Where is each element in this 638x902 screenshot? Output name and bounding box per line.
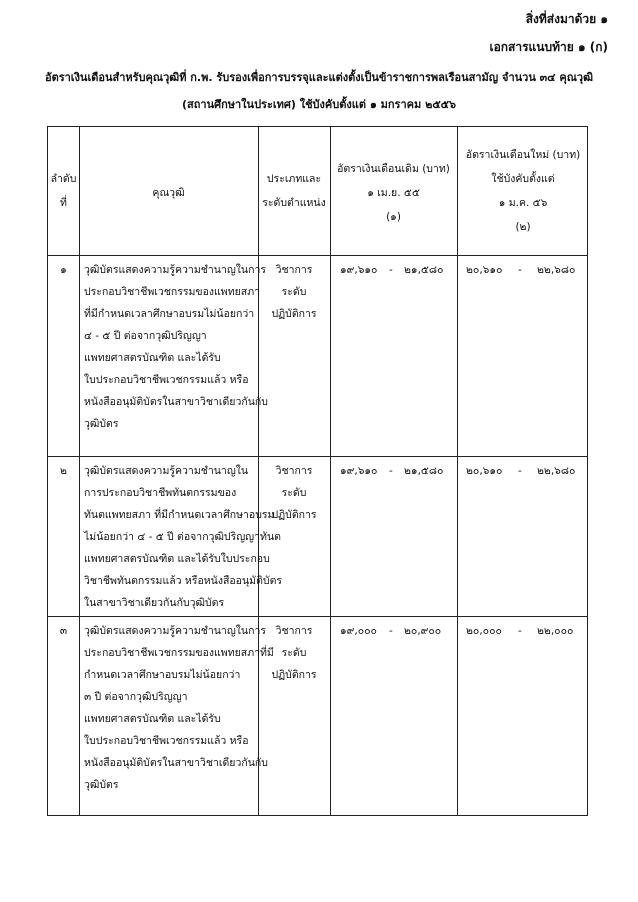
type-line: ปฏิบัติการ (271, 669, 317, 681)
row-3-type (258, 620, 330, 686)
row-3-old-min: ๑๙,๐๐๐ (340, 625, 377, 637)
row-divider (48, 616, 587, 617)
type-line: ปฏิบัติการ (271, 509, 317, 521)
row-3-old-max: ๒๐,๙๐๐ (404, 625, 442, 637)
header-no (48, 167, 79, 215)
qualification-line: ๓ ปี ต่อจากวุฒิปริญญา (84, 691, 188, 703)
type-line: ระดับ (281, 286, 307, 298)
qualification-line: ประกอบวิชาชีพเวชกรรมของแพทยสภาที่มี (84, 647, 274, 659)
qualification-line: วุฒิบัตรแสดงความรู้ความชำนาญในการ (84, 625, 266, 637)
document-reference: เอกสารแนบท้าย ๑ (ก) (489, 40, 608, 54)
header-new-rate-line: ใช้บังคับตั้งแต่ (491, 173, 555, 185)
header-new-rate (457, 143, 589, 239)
qualification-line: แพทยศาสตรบัณฑิต และได้รับ (84, 713, 221, 725)
header-new-rate-line: อัตราเงินเดือนใหม่ (บาท) (465, 149, 581, 161)
header-old-rate-line: ๑ เม.ย. ๕๕ (367, 187, 420, 199)
qualification-line: หนังสืออนุมัติบัตรในสาขาวิชาเดียวกันกับ (84, 396, 268, 408)
row-3-no: ๓ (59, 625, 68, 637)
row-2-new-dash: - (518, 465, 522, 477)
row-3-new-min: ๒๐,๐๐๐ (466, 625, 502, 637)
qualification-line: แพทยศาสตรบัณฑิต และได้รับ (84, 352, 221, 364)
row-1-old-dash: - (389, 264, 393, 276)
header-no-line: ลำดับ (50, 173, 77, 185)
header-new-rate-line: ๑ ม.ค. ๕๖ (498, 197, 548, 209)
row-2-no: ๒ (60, 465, 67, 477)
row-1-new-max: ๒๒,๖๘๐ (537, 264, 576, 276)
row-divider (48, 255, 587, 256)
row-1-old-min: ๑๙,๖๑๐ (340, 264, 378, 276)
type-line: ระดับ (281, 647, 307, 659)
header-type (258, 167, 330, 215)
attachment-label: สิ่งที่ส่งมาด้วย ๑ (525, 12, 608, 26)
type-line: วิชาการ (275, 465, 313, 477)
qualification-line: ใบประกอบวิชาชีพเวชกรรมแล้ว หรือ (84, 735, 249, 747)
qualification-line: ที่มีกำหนดเวลาศึกษาอบรมไม่น้อยกว่า (84, 308, 255, 320)
header-old-rate-line: อัตราเงินเดือนเดิม (บาท) (337, 163, 450, 175)
row-1-qualification (84, 259, 268, 435)
row-2-old-max: ๒๑,๕๘๐ (404, 465, 444, 477)
qualification-line: วิชาชีพทันตกรรมแล้ว หรือหนังสืออนุมัติบัตร (84, 575, 283, 587)
row-1-new-dash: - (518, 264, 522, 276)
type-line: วิชาการ (275, 264, 313, 276)
header-old-rate-line: (๑) (386, 211, 401, 223)
page-subtitle: (สถานศึกษาในประเทศ) ใช้บังคับตั้งแต่ ๑ มกราคม ๒๕๕๖ (182, 98, 456, 111)
row-3-old-dash: - (389, 625, 393, 637)
qualification-line: ๔ - ๕ ปี ต่อจากวุฒิปริญญา (84, 330, 207, 342)
qualification-line: แพทยศาสตรบัณฑิต และได้รับใบประกอบ (84, 553, 270, 565)
type-line: วิชาการ (275, 625, 313, 637)
qualification-line: กำหนดเวลาศึกษาอบรมไม่น้อยกว่า (84, 669, 241, 681)
type-line: ปฏิบัติการ (271, 308, 317, 320)
header-type-line: ประเภทและ (266, 173, 322, 185)
header-qualification: คุณวุฒิ (152, 187, 185, 199)
row-2-old-min: ๑๙,๖๑๐ (340, 465, 378, 477)
header-type-line: ระดับตำแหน่ง (262, 197, 326, 209)
qualification-line: ประกอบวิชาชีพเวชกรรมของแพทยสภา (84, 286, 261, 298)
row-2-old-dash: - (389, 465, 393, 477)
column-divider (330, 127, 331, 815)
row-2-new-max: ๒๒,๖๘๐ (537, 465, 576, 477)
row-2-new-min: ๒๐,๖๑๐ (466, 465, 503, 477)
row-2-type (258, 460, 330, 526)
type-line: ระดับ (281, 487, 307, 499)
header-old-rate (330, 157, 457, 229)
qualification-line: วุฒิบัตรแสดงความรู้ความชำนาญในการ (84, 264, 266, 276)
qualification-line: ในสาขาวิชาเดียวกันกับวุฒิบัตร (84, 597, 225, 609)
qualification-line: วุฒิบัตร (84, 779, 119, 791)
qualification-line: ทันตแพทยสภา ที่มีกำหนดเวลาศึกษาอบรม (84, 509, 275, 521)
row-divider (48, 456, 587, 457)
row-1-new-min: ๒๐,๖๑๐ (466, 264, 503, 276)
qualification-line: หนังสืออนุมัติบัตรในสาขาวิชาเดียวกันกับ (84, 757, 268, 769)
header-no-line: ที่ (60, 197, 67, 209)
row-2-qualification (84, 460, 282, 614)
column-divider (79, 127, 80, 815)
row-1-old-max: ๒๑,๕๘๐ (404, 264, 444, 276)
qualification-line: วุฒิบัตร (84, 418, 119, 430)
qualification-line: การประกอบวิชาชีพทันตกรรมของ (84, 487, 237, 499)
row-1-no: ๑ (60, 264, 67, 276)
qualification-line: ไม่น้อยกว่า ๔ - ๕ ปี ต่อจากวุฒิปริญญาทันต (84, 531, 281, 543)
page-title: อัตราเงินเดือนสำหรับคุณวุฒิที่ ก.พ. รับรองเพื่อการบรรจุและแต่งตั้งเป็นข้าราชการพลเรือนสามัญ จำนวน ๓๔ คุณวุฒิ (44, 71, 594, 84)
qualification-line: ใบประกอบวิชาชีพเวชกรรมแล้ว หรือ (84, 374, 249, 386)
row-3-new-dash: - (518, 625, 522, 637)
qualification-line: วุฒิบัตรแสดงความรู้ความชำนาญใน (84, 465, 249, 477)
row-3-new-max: ๒๒,๐๐๐ (537, 625, 574, 637)
row-3-qualification (84, 620, 274, 796)
salary-table (47, 126, 588, 816)
row-1-type (258, 259, 330, 325)
header-new-rate-line: (๒) (515, 221, 531, 233)
